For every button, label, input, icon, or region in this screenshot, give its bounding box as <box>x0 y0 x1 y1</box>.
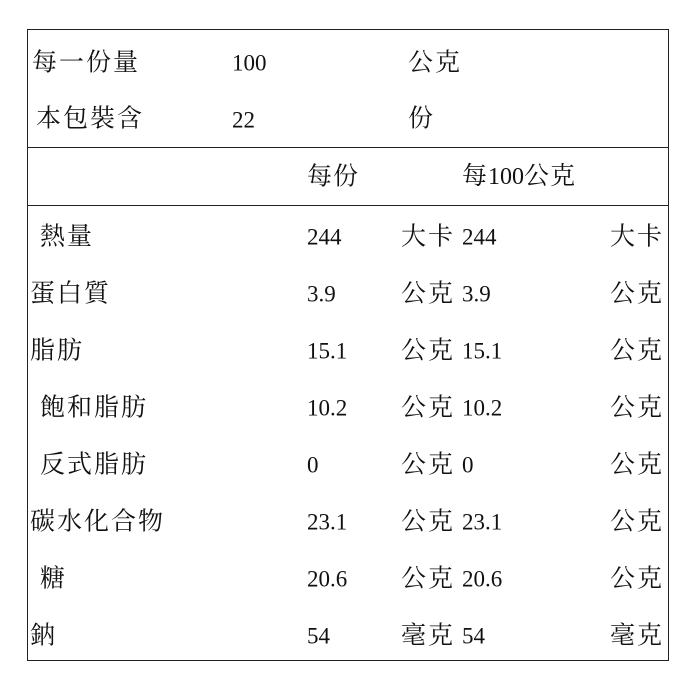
per-serving-value: 100 <box>232 50 267 76</box>
nutrient-per-serving-unit: 公克 <box>401 278 456 308</box>
nutrient-name: 糖 <box>30 563 67 593</box>
per-serving-label: 每一份量 <box>32 47 141 77</box>
nutrient-per-100g-value: 3.9 <box>462 281 491 307</box>
nutrient-per-100g-unit: 公克 <box>609 449 664 479</box>
package-unit: 份 <box>408 103 436 133</box>
header-divider-top <box>28 147 668 148</box>
nutrient-name: 鈉 <box>30 620 58 650</box>
nutrient-per-serving-value: 10.2 <box>307 395 348 421</box>
nutrient-per-serving-unit: 公克 <box>401 449 456 479</box>
column-header-per-serving: 每份 <box>307 161 360 191</box>
nutrition-facts-label <box>27 29 669 661</box>
nutrient-per-100g-unit: 大卡 <box>609 221 664 251</box>
nutrient-per-100g-unit: 公克 <box>609 506 664 536</box>
nutrient-per-100g-unit: 公克 <box>609 335 664 365</box>
nutrient-per-100g-unit: 公克 <box>609 392 664 422</box>
nutrient-per-serving-unit: 公克 <box>401 563 456 593</box>
nutrient-per-100g-value: 10.2 <box>462 395 503 421</box>
nutrient-per-serving-value: 23.1 <box>307 509 348 535</box>
nutrient-per-serving-value: 15.1 <box>307 338 348 364</box>
nutrient-name: 脂肪 <box>30 335 85 365</box>
header-divider-bottom <box>28 205 668 206</box>
nutrient-per-100g-value: 0 <box>462 452 474 478</box>
nutrient-per-100g-value: 54 <box>462 623 485 649</box>
nutrient-name: 反式脂肪 <box>30 449 148 479</box>
nutrient-per-serving-unit: 公克 <box>401 335 456 365</box>
nutrient-per-100g-value: 15.1 <box>462 338 503 364</box>
column-header-per-100g: 每100公克 <box>462 161 577 190</box>
nutrient-name: 熱量 <box>30 221 94 251</box>
nutrient-per-serving-unit: 毫克 <box>401 620 456 650</box>
nutrient-name: 蛋白質 <box>30 278 112 308</box>
nutrient-per-serving-value: 54 <box>307 623 330 649</box>
nutrient-per-serving-value: 244 <box>307 224 342 250</box>
nutrient-per-serving-unit: 公克 <box>401 392 456 422</box>
nutrient-per-serving-value: 3.9 <box>307 281 336 307</box>
nutrient-per-100g-unit: 公克 <box>609 278 664 308</box>
nutrient-name: 飽和脂肪 <box>30 392 148 422</box>
per-serving-unit: 公克 <box>408 47 463 77</box>
nutrient-per-serving-value: 20.6 <box>307 566 348 592</box>
nutrient-per-100g-unit: 毫克 <box>609 620 664 650</box>
nutrient-per-100g-value: 23.1 <box>462 509 503 535</box>
nutrient-per-100g-value: 244 <box>462 224 497 250</box>
nutrient-per-serving-unit: 公克 <box>401 506 456 536</box>
nutrient-per-serving-unit: 大卡 <box>401 221 456 251</box>
nutrient-per-100g-value: 20.6 <box>462 566 503 592</box>
nutrient-per-100g-unit: 公克 <box>609 563 664 593</box>
package-value: 22 <box>232 107 255 133</box>
nutrient-per-serving-value: 0 <box>307 452 319 478</box>
package-label: 本包裝含 <box>36 103 145 133</box>
nutrient-name: 碳水化合物 <box>30 506 166 536</box>
